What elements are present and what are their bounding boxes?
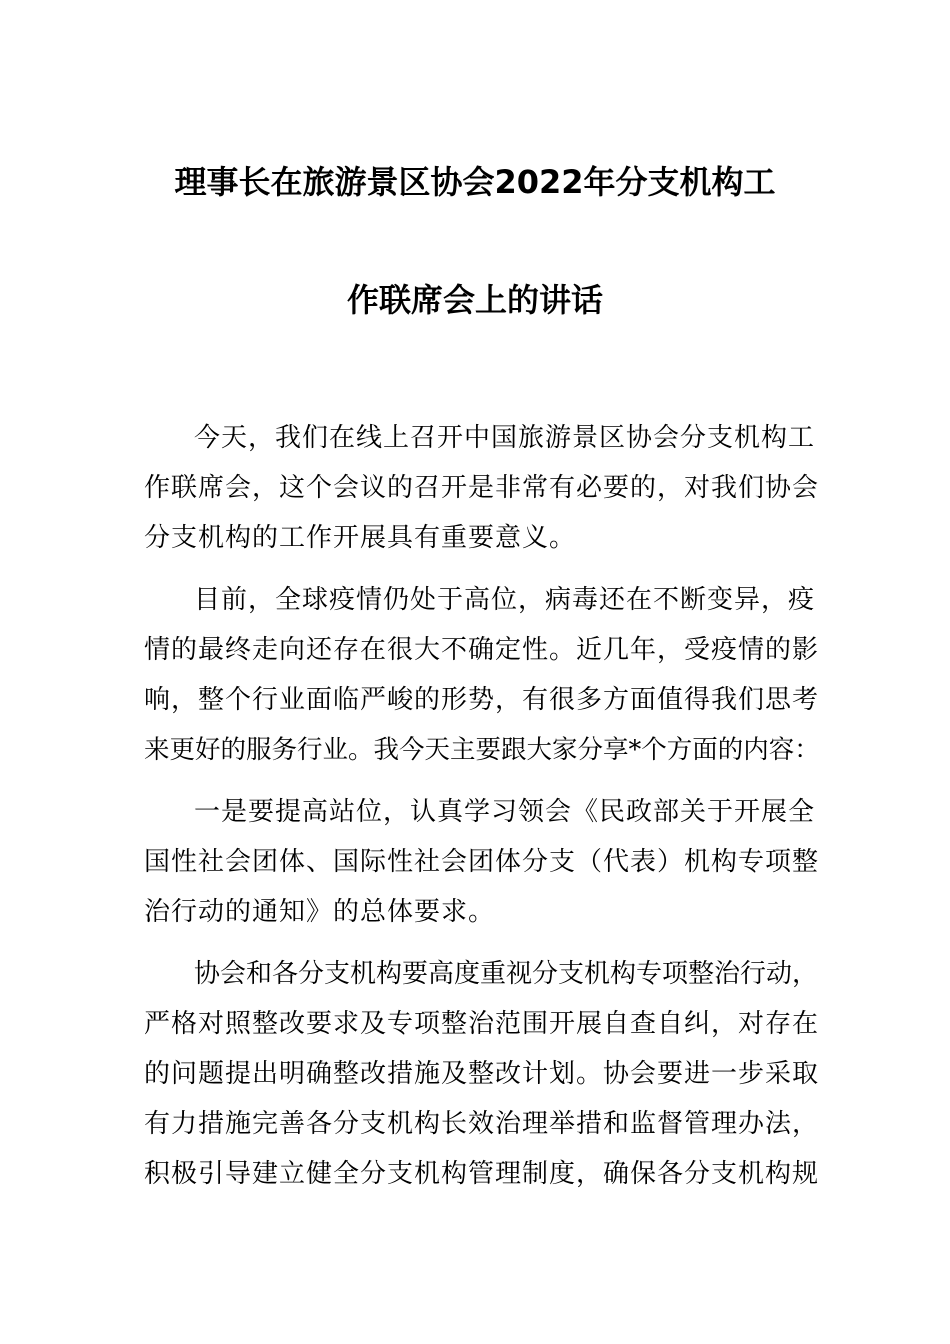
- paragraph-2-line-2: 情的最终走向还存在很大不确定性。近几年，受疫情的影: [144, 635, 820, 665]
- paragraph-1-line-2: 作联席会，这个会议的召开是非常有必要的，对我们协会: [144, 473, 820, 503]
- paragraph-2-line-4: 来更好的服务行业。我今天主要跟大家分享*个方面的内容：: [144, 735, 820, 765]
- paragraph-3-line-1: 一是要提高站位，认真学习领会《民政部关于开展全: [194, 797, 816, 827]
- paragraph-4-line-4: 有力措施完善各分支机构长效治理举措和监督管理办法，: [144, 1109, 820, 1139]
- document-title-line-2: 作联席会上的讲话: [346, 281, 603, 319]
- paragraph-3-line-3: 治行动的通知》的总体要求。: [144, 897, 496, 927]
- paragraph-3-line-2: 国性社会团体、国际性社会团体分支（代表）机构专项整: [144, 847, 820, 877]
- paragraph-1-line-1: 今天，我们在线上召开中国旅游景区协会分支机构工: [194, 423, 816, 453]
- paragraph-2-line-3: 响，整个行业面临严峻的形势，有很多方面值得我们思考: [144, 685, 820, 715]
- paragraph-4-line-5: 积极引导建立健全分支机构管理制度，确保各分支机构规: [144, 1159, 820, 1189]
- document-title-line-1: 理事长在旅游景区协会2022年分支机构工: [174, 163, 776, 201]
- paragraph-4-line-2: 严格对照整改要求及专项整治范围开展自查自纠，对存在: [144, 1009, 820, 1039]
- paragraph-4-line-3: 的问题提出明确整改措施及整改计划。协会要进一步采取: [144, 1059, 820, 1089]
- paragraph-2-line-1: 目前，全球疫情仍处于高位，病毒还在不断变异，疫: [194, 585, 816, 615]
- paragraph-4-line-1: 协会和各分支机构要高度重视分支机构专项整治行动，: [194, 959, 819, 989]
- paragraph-1-line-3: 分支机构的工作开展具有重要意义。: [144, 523, 577, 553]
